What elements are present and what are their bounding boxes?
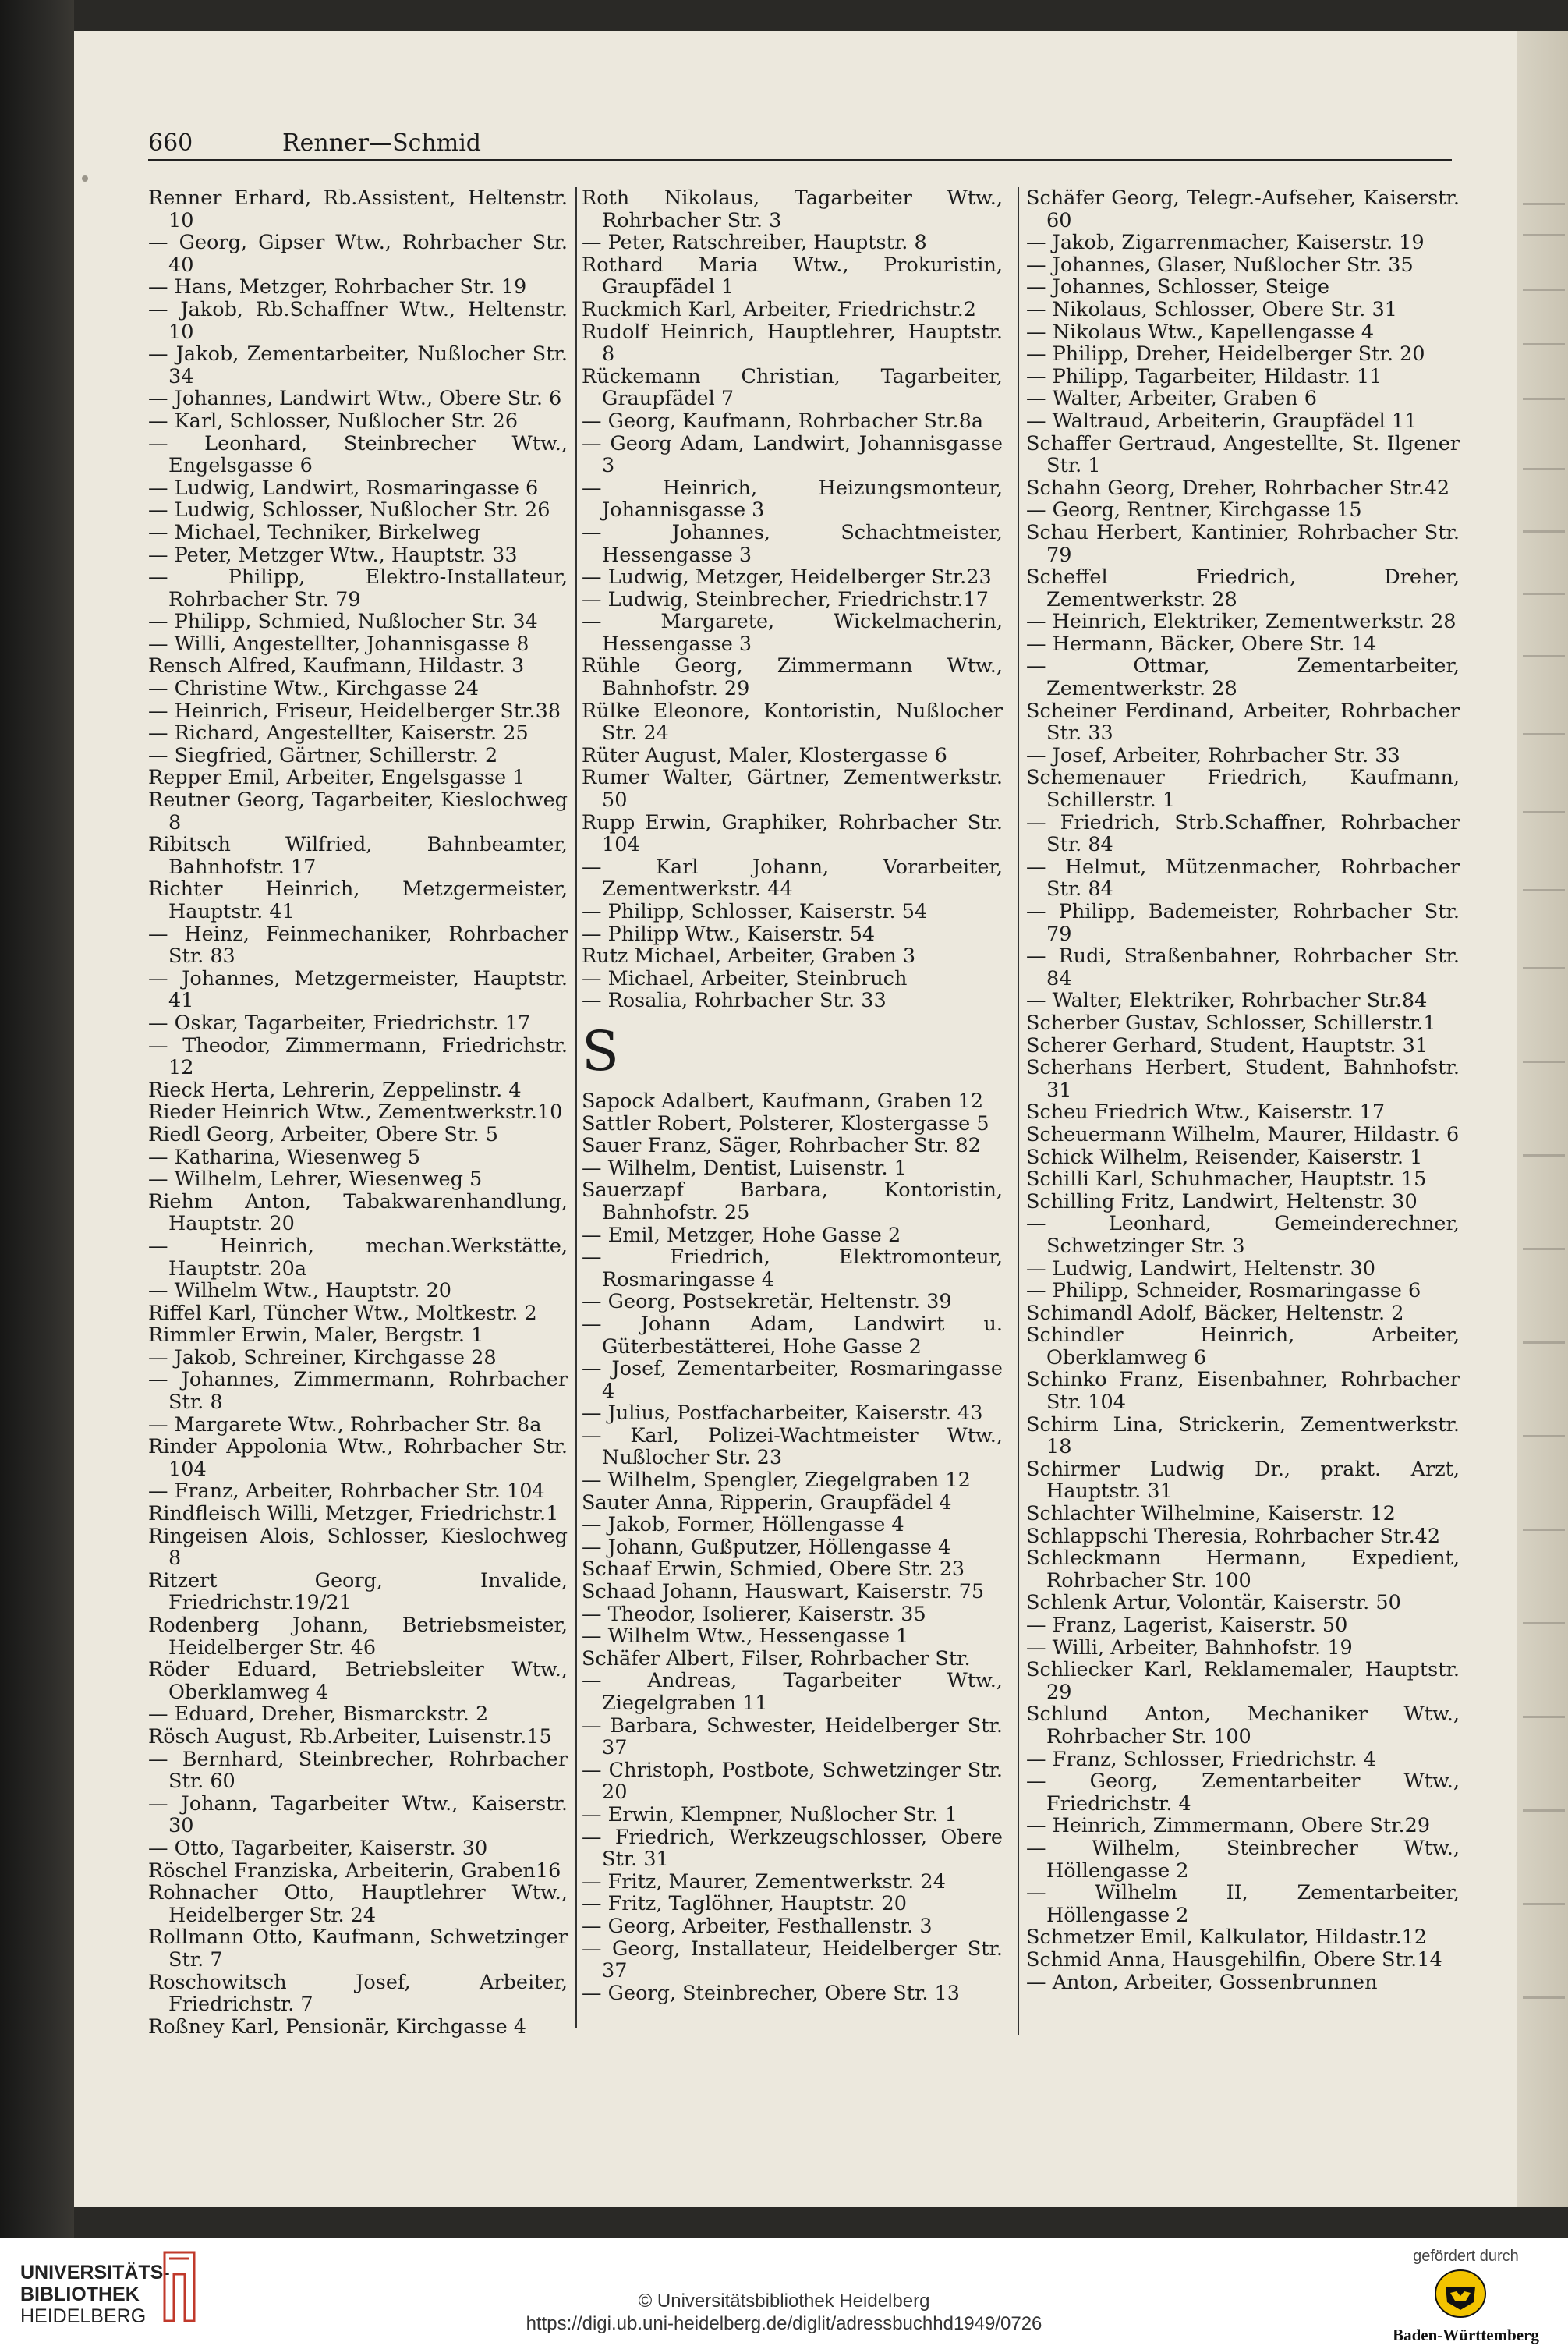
directory-entry: — Erwin, Klempner, Nußlocher Str. 1 [582, 1802, 957, 1826]
directory-entry: — Christoph, Postbote, Schwetzinger Str. 20 [582, 1758, 1003, 1805]
directory-entry: Schirmer Ludwig Dr., prakt. Arzt, Hauptstr. 31 [1026, 1457, 1460, 1504]
library-name-line: HEIDELBERG [20, 2305, 147, 2327]
directory-entry: Richter Heinrich, Metzgermeister, Hauptstr. 41 [148, 877, 568, 923]
directory-entry: — Jakob, Schreiner, Kirchgasse 28 [148, 1345, 497, 1369]
section-letter: S [582, 1019, 619, 1083]
directory-entry: Schleckmann Hermann, Expedient, Rohrbacher Str. 100 [1026, 1547, 1460, 1593]
directory-entry: Rieder Heinrich Wtw., Zementwerkstr.10 [148, 1100, 563, 1125]
directory-entry: — Georg, Postsekretär, Heltenstr. 39 [582, 1290, 952, 1314]
running-head: Renner—Schmid [282, 129, 481, 157]
directory-entry: — Philipp, Bademeister, Rohrbacher Str. 79 [1026, 900, 1460, 946]
directory-entry: Rupp Erwin, Graphiker, Rohrbacher Str. 104 [582, 810, 1003, 857]
directory-entry: Scheffel Friedrich, Dreher, Zementwerkstr. 28 [1026, 565, 1460, 611]
directory-entry: Rudolf Heinrich, Hauptlehrer, Hauptstr. 8 [582, 320, 1003, 367]
directory-entry: — Nikolaus, Schlosser, Obere Str. 31 [1026, 297, 1397, 321]
directory-entry: — Johann, Gußputzer, Höllengasse 4 [582, 1535, 951, 1559]
directory-entry: — Georg Adam, Landwirt, Johannisgasse 3 [582, 431, 1003, 478]
directory-entry: — Wilhelm, Spengler, Ziegelgraben 12 [582, 1469, 971, 1493]
directory-entry: — Philipp, Schlosser, Kaiserstr. 54 [582, 900, 928, 923]
directory-entry: Schindler Heinrich, Arbeiter, Oberklamweg 6 [1026, 1323, 1460, 1369]
directory-entry: — Wilhelm, Dentist, Luisenstr. 1 [582, 1156, 907, 1180]
directory-entry: — Christine Wtw., Kirchgasse 24 [148, 677, 480, 701]
directory-entry: — Anton, Arbeiter, Gossenbrunnen [1026, 1970, 1378, 1994]
directory-entry: Schinko Franz, Eisenbahner, Rohrbacher Str. 104 [1026, 1368, 1460, 1415]
directory-entry: Schliecker Karl, Reklamemaler, Hauptstr. 29 [1026, 1658, 1460, 1704]
directory-entry: Schahn Georg, Dreher, Rohrbacher Str.42 [1026, 476, 1450, 500]
directory-entry: — Georg, Zementarbeiter Wtw., Friedrichstr. 4 [1026, 1770, 1460, 1816]
directory-entry: — Heinrich, Elektriker, Zementwerkstr. 28 [1026, 610, 1457, 634]
directory-entry: — Josef, Zementarbeiter, Rosmaringasse 4 [582, 1357, 1003, 1403]
column-divider [1018, 187, 1019, 2035]
directory-entry: — Otto, Tagarbeiter, Kaiserstr. 30 [148, 1836, 488, 1860]
directory-entry: — Wilhelm, Steinbrecher Wtw., Höllengasse 2 [1026, 1836, 1460, 1883]
directory-entry: — Fritz, Maurer, Zementwerkstr. 24 [582, 1869, 946, 1894]
directory-column-2 [582, 187, 1003, 2004]
directory-entry: — Johannes, Schlosser, Steige [1026, 275, 1329, 299]
directory-entry: Ringeisen Alois, Schlosser, Kieslochweg 8 [148, 1524, 568, 1571]
directory-entry: Rühle Georg, Zimmermann Wtw., Bahnhofstr. 29 [582, 654, 1003, 701]
directory-entry: — Oskar, Tagarbeiter, Friedrichstr. 17 [148, 1011, 531, 1035]
directory-entry: — Andreas, Tagarbeiter Wtw., Ziegelgraben 11 [582, 1669, 1003, 1715]
book-spine [0, 0, 74, 2238]
directory-entry: Renner Erhard, Rb.Assistent, Heltenstr. 10 [148, 186, 568, 232]
funded-by-label: gefördert durch [1413, 2248, 1519, 2265]
directory-column-1 [148, 187, 568, 2038]
paper-spot [82, 175, 88, 182]
directory-entry: — Philipp Wtw., Kaiserstr. 54 [582, 922, 876, 946]
directory-entry: — Richard, Angestellter, Kaiserstr. 25 [148, 721, 529, 746]
directory-entry: Rückemann Christian, Tagarbeiter, Graupfädel 7 [582, 364, 1003, 411]
directory-entry: — Nikolaus Wtw., Kapellengasse 4 [1026, 320, 1375, 344]
directory-entry: — Johannes, Schachtmeister, Hessengasse 3 [582, 520, 1003, 567]
directory-entry: Sauerzapf Barbara, Kontoristin, Bahnhofstr. 25 [582, 1178, 1003, 1224]
directory-entry: — Wilhelm, Lehrer, Wiesenweg 5 [148, 1167, 483, 1192]
directory-entry: — Walter, Arbeiter, Graben 6 [1026, 387, 1317, 411]
directory-entry: — Ludwig, Metzger, Heidelberger Str.23 [582, 565, 992, 590]
directory-entry: Rodenberg Johann, Betriebsmeister, Heidelberger Str. 46 [148, 1614, 568, 1660]
directory-entry: — Heinrich, mechan.Werkstätte, Hauptstr. 20a [148, 1234, 568, 1281]
directory-entry: Schäfer Georg, Telegr.-Aufseher, Kaiserstr. 60 [1026, 186, 1460, 232]
directory-entry: Rinder Appolonia Wtw., Rohrbacher Str. 104 [148, 1435, 568, 1481]
directory-entry: — Siegfried, Gärtner, Schillerstr. 2 [148, 743, 498, 767]
directory-entry: Schlachter Wilhelmine, Kaiserstr. 12 [1026, 1502, 1396, 1526]
page-header [148, 125, 1452, 156]
directory-entry: Ruckmich Karl, Arbeiter, Friedrichstr.2 [582, 297, 976, 321]
page-number: 660 [148, 129, 193, 157]
directory-entry: — Theodor, Zimmermann, Friedrichstr. 12 [148, 1033, 568, 1080]
directory-entry: — Peter, Ratschreiber, Hauptstr. 8 [582, 231, 927, 255]
directory-entry: Schaffer Gertraud, Angestellte, St. Ilgener Str. 1 [1026, 431, 1460, 478]
header-rule [148, 159, 1452, 161]
directory-entry: Rimmler Erwin, Maler, Bergstr. 1 [148, 1323, 484, 1348]
directory-entry: — Michael, Techniker, Birkelweg [148, 520, 480, 544]
directory-entry: — Margarete Wtw., Rohrbacher Str. 8a [148, 1412, 542, 1437]
directory-entry: Scheiner Ferdinand, Arbeiter, Rohrbacher Str. 33 [1026, 699, 1460, 746]
directory-entry: — Bernhard, Steinbrecher, Rohrbacher Str. 60 [148, 1747, 568, 1794]
directory-entry: Scherber Gustav, Schlosser, Schillerstr.1 [1026, 1011, 1436, 1035]
directory-entry: — Ludwig, Landwirt, Rosmaringasse 6 [148, 476, 539, 500]
directory-entry: Schäfer Albert, Filser, Rohrbacher Str. [582, 1646, 971, 1671]
directory-entry: — Johannes, Metzgermeister, Hauptstr. 41 [148, 966, 568, 1013]
directory-entry: Schemenauer Friedrich, Kaufmann, Schillerstr. 1 [1026, 766, 1460, 813]
directory-entry: Scheu Friedrich Wtw., Kaiserstr. 17 [1026, 1100, 1386, 1125]
directory-entry: — Fritz, Taglöhner, Hauptstr. 20 [582, 1892, 907, 1916]
directory-entry: Röder Eduard, Betriebsleiter Wtw., Oberklamweg 4 [148, 1658, 568, 1704]
directory-entry: Schilling Fritz, Landwirt, Heltenstr. 30 [1026, 1189, 1418, 1213]
directory-entry: — Friedrich, Werkzeugschlosser, Obere Str. 31 [582, 1825, 1003, 1872]
directory-entry: — Philipp, Tagarbeiter, Hildastr. 11 [1026, 364, 1382, 388]
directory-entry: — Johann Adam, Landwirt u. Güterbestätterei, Hohe Gasse 2 [582, 1312, 1003, 1359]
directory-entry: — Hermann, Bäcker, Obere Str. 14 [1026, 632, 1377, 656]
directory-entry: — Georg, Steinbrecher, Obere Str. 13 [582, 1981, 960, 2005]
directory-entry: Rumer Walter, Gärtner, Zementwerkstr. 50 [582, 766, 1003, 813]
directory-entry: — Julius, Postfacharbeiter, Kaiserstr. 43 [582, 1401, 983, 1426]
directory-entry: Riehm Anton, Tabakwarenhandlung, Hauptstr. 20 [148, 1189, 568, 1236]
directory-entry: Riedl Georg, Arbeiter, Obere Str. 5 [148, 1122, 498, 1146]
directory-entry: — Franz, Arbeiter, Rohrbacher Str. 104 [148, 1479, 545, 1504]
directory-entry: Sauer Franz, Säger, Rohrbacher Str. 82 [582, 1134, 981, 1158]
directory-entry: Rösch August, Rb.Arbeiter, Luisenstr.15 [148, 1724, 552, 1748]
library-name-line: UNIVERSITÄTS- [20, 2262, 170, 2283]
directory-entry: — Peter, Metzger Wtw., Hauptstr. 33 [148, 543, 518, 567]
copyright-notice: © Universitätsbibliothek Heidelberg [638, 2291, 930, 2312]
directory-entry: — Georg, Rentner, Kirchgasse 15 [1026, 498, 1362, 523]
directory-entry: — Philipp, Elektro-Installateur, Rohrbacher Str. 79 [148, 565, 568, 611]
entries-after-section [582, 1090, 1003, 2004]
directory-entry: — Ludwig, Steinbrecher, Friedrichstr.17 [582, 587, 989, 611]
entries-before-section [582, 187, 1003, 1012]
directory-entry: Schlappschi Theresia, Rohrbacher Str.42 [1026, 1524, 1441, 1548]
directory-entry: Schirm Lina, Strickerin, Zementwerkstr. 18 [1026, 1412, 1460, 1459]
directory-entry: — Ludwig, Schlosser, Nußlocher Str. 26 [148, 498, 550, 523]
directory-entry: — Friedrich, Strb.Schaffner, Rohrbacher Str. 84 [1026, 810, 1460, 857]
directory-entry: — Heinrich, Friseur, Heidelberger Str.38 [148, 699, 561, 723]
directory-entry: Schlenk Artur, Volontär, Kaiserstr. 50 [1026, 1591, 1401, 1615]
directory-entry: — Johannes, Landwirt Wtw., Obere Str. 6 [148, 387, 562, 411]
directory-entry: — Philipp, Schneider, Rosmaringasse 6 [1026, 1279, 1421, 1303]
directory-entry: Schmid Anna, Hausgehilfin, Obere Str.14 [1026, 1947, 1442, 1972]
directory-entry: — Theodor, Isolierer, Kaiserstr. 35 [582, 1602, 926, 1626]
directory-entry: Rüter August, Maler, Klostergasse 6 [582, 743, 947, 767]
directory-entry: Ritzert Georg, Invalide, Friedrichstr.19/21 [148, 1568, 568, 1615]
directory-entry: Rothard Maria Wtw., Prokuristin, Graupfädel 1 [582, 253, 1003, 299]
directory-entry: Rensch Alfred, Kaufmann, Hildastr. 3 [148, 654, 525, 678]
directory-entry: Roth Nikolaus, Tagarbeiter Wtw., Rohrbacher Str. 3 [582, 186, 1003, 232]
directory-entry: — Ottmar, Zementarbeiter, Zementwerkstr. 28 [1026, 654, 1460, 701]
directory-entry: Repper Emil, Arbeiter, Engelsgasse 1 [148, 766, 526, 790]
directory-entry: — Jakob, Former, Höllengasse 4 [582, 1513, 904, 1537]
directory-entry: — Margarete, Wickelmacherin, Hessengasse 3 [582, 610, 1003, 656]
directory-entry: Schimandl Adolf, Bäcker, Heltenstr. 2 [1026, 1301, 1404, 1325]
directory-entry: Schau Herbert, Kantinier, Rohrbacher Str. 79 [1026, 520, 1460, 567]
directory-entry: — Michael, Arbeiter, Steinbruch [582, 966, 908, 990]
directory-entry: — Johannes, Zimmermann, Rohrbacher Str. 8 [148, 1368, 568, 1415]
directory-entry: Schaaf Erwin, Schmied, Obere Str. 23 [582, 1557, 965, 1582]
directory-entry: Schmetzer Emil, Kalkulator, Hildastr.12 [1026, 1926, 1428, 1950]
directory-column-3 [1026, 187, 1460, 1993]
directory-entry: — Heinz, Feinmechaniker, Rohrbacher Str. 83 [148, 922, 568, 969]
directory-entry: — Leonhard, Steinbrecher Wtw., Engelsgasse 6 [148, 431, 568, 478]
column-divider [575, 187, 577, 2028]
directory-entry: — Helmut, Mützenmacher, Rohrbacher Str. 84 [1026, 855, 1460, 902]
directory-entry: Scheuermann Wilhelm, Maurer, Hildastr. 6 [1026, 1122, 1460, 1146]
directory-entry: Riffel Karl, Tüncher Wtw., Moltkestr. 2 [148, 1301, 537, 1325]
directory-entry: — Leonhard, Gemeinderechner, Schwetzinger Str. 3 [1026, 1212, 1460, 1258]
directory-entry: — Wilhelm II, Zementarbeiter, Höllengasse 2 [1026, 1881, 1460, 1927]
directory-entry: — Willi, Arbeiter, Bahnhofstr. 19 [1026, 1635, 1353, 1660]
directory-entry: — Willi, Angestellter, Johannisgasse 8 [148, 632, 529, 656]
directory-entry: — Josef, Arbeiter, Rohrbacher Str. 33 [1026, 743, 1400, 767]
directory-entry: Sapock Adalbert, Kaufmann, Graben 12 [582, 1089, 984, 1113]
directory-entry: — Franz, Lagerist, Kaiserstr. 50 [1026, 1614, 1348, 1637]
directory-entry: Reutner Georg, Tagarbeiter, Kieslochweg 8 [148, 788, 568, 834]
directory-entry: — Katharina, Wiesenweg 5 [148, 1145, 421, 1169]
baden-wuerttemberg-crest-icon[interactable] [1435, 2268, 1486, 2319]
directory-entry: — Georg, Kaufmann, Rohrbacher Str.8a [582, 409, 984, 433]
directory-entry: — Karl, Schlosser, Nußlocher Str. 26 [148, 409, 519, 433]
directory-entry: — Karl Johann, Vorarbeiter, Zementwerkstr. 44 [582, 855, 1003, 902]
permalink-url[interactable]: https://digi.ub.uni-heidelberg.de/diglit/adressbuchhd1949/0726 [526, 2313, 1042, 2334]
directory-entry: Schilli Karl, Schuhmacher, Hauptstr. 15 [1026, 1167, 1427, 1192]
directory-entry: — Jakob, Zementarbeiter, Nußlocher Str. 34 [148, 342, 568, 388]
directory-entry: — Franz, Schlosser, Friedrichstr. 4 [1026, 1747, 1376, 1771]
directory-entry: Rohnacher Otto, Hauptlehrer Wtw., Heidelberger Str. 24 [148, 1881, 568, 1927]
directory-entry: Schick Wilhelm, Reisender, Kaiserstr. 1 [1026, 1145, 1423, 1169]
directory-entry: Scherhans Herbert, Student, Bahnhofstr. 31 [1026, 1056, 1460, 1102]
directory-entry: — Karl, Polizei-Wachtmeister Wtw., Nußlocher Str. 23 [582, 1423, 1003, 1470]
directory-entry: — Georg, Installateur, Heidelberger Str. 37 [582, 1936, 1003, 1983]
directory-entry: — Georg, Arbeiter, Festhallenstr. 3 [582, 1914, 933, 1938]
directory-entry: — Rudi, Straßenbahner, Rohrbacher Str. 84 [1026, 944, 1460, 990]
directory-entry: — Heinrich, Zimmermann, Obere Str.29 [1026, 1814, 1431, 1838]
directory-entry: — Walter, Elektriker, Rohrbacher Str.84 [1026, 989, 1428, 1013]
directory-entry: — Friedrich, Elektromonteur, Rosmaringasse 4 [582, 1245, 1003, 1291]
funder-name: Baden-Württemberg [1393, 2326, 1539, 2344]
directory-entry: — Wilhelm Wtw., Hauptstr. 20 [148, 1279, 452, 1303]
directory-entry: — Johannes, Glaser, Nußlocher Str. 35 [1026, 253, 1414, 277]
directory-entry: Röschel Franziska, Arbeiterin, Graben16 [148, 1858, 561, 1883]
directory-entry: — Jakob, Zigarrenmacher, Kaiserstr. 19 [1026, 231, 1425, 255]
directory-entry: Roschowitsch Josef, Arbeiter, Friedrichstr. 7 [148, 1970, 568, 2017]
directory-entry: Sattler Robert, Polsterer, Klostergasse 5 [582, 1111, 989, 1136]
directory-entry: — Jakob, Rb.Schaffner Wtw., Heltenstr. 10 [148, 297, 568, 344]
adjacent-page-edge [1517, 31, 1568, 2207]
directory-entry: — Rosalia, Rohrbacher Str. 33 [582, 989, 887, 1013]
directory-entry: Rollmann Otto, Kaufmann, Schwetzinger Str. 7 [148, 1926, 568, 1972]
directory-entry: Schaad Johann, Hauswart, Kaiserstr. 75 [582, 1580, 985, 1604]
directory-entry: Scherer Gerhard, Student, Hauptstr. 31 [1026, 1033, 1428, 1058]
directory-entry: — Philipp, Dreher, Heidelberger Str. 20 [1026, 342, 1425, 367]
directory-entry: — Eduard, Dreher, Bismarckstr. 2 [148, 1702, 489, 1727]
directory-entry: Ribitsch Wilfried, Bahnbeamter, Bahnhofstr. 17 [148, 833, 568, 879]
directory-entry: Rieck Herta, Lehrerin, Zeppelinstr. 4 [148, 1078, 522, 1102]
directory-entry: — Wilhelm Wtw., Hessengasse 1 [582, 1624, 909, 1649]
directory-entry: Sauter Anna, Ripperin, Graupfädel 4 [582, 1490, 952, 1515]
directory-entry: Rindfleisch Willi, Metzger, Friedrichstr.1 [148, 1502, 559, 1526]
directory-entry: — Barbara, Schwester, Heidelberger Str. 37 [582, 1713, 1003, 1760]
directory-entry: Rülke Eleonore, Kontoristin, Nußlocher Str. 24 [582, 699, 1003, 746]
directory-entry: — Ludwig, Landwirt, Heltenstr. 30 [1026, 1256, 1375, 1281]
directory-entry: — Johann, Tagarbeiter Wtw., Kaiserstr. 30 [148, 1791, 568, 1838]
directory-entry: — Hans, Metzger, Rohrbacher Str. 19 [148, 275, 527, 299]
directory-entry: — Philipp, Schmied, Nußlocher Str. 34 [148, 610, 538, 634]
directory-entry: — Heinrich, Heizungsmonteur, Johannisgasse 3 [582, 476, 1003, 523]
directory-entry: — Waltraud, Arbeiterin, Graupfädel 11 [1026, 409, 1418, 433]
directory-entry: — Emil, Metzger, Hohe Gasse 2 [582, 1223, 901, 1247]
directory-entry: Roßney Karl, Pensionär, Kirchgasse 4 [148, 2014, 526, 2039]
directory-entry: Rutz Michael, Arbeiter, Graben 3 [582, 944, 916, 969]
library-name-line: BIBLIOTHEK [20, 2283, 140, 2305]
directory-entry: Schlund Anton, Mechaniker Wtw., Rohrbacher Str. 100 [1026, 1702, 1460, 1748]
directory-entry: — Georg, Gipser Wtw., Rohrbacher Str. 40 [148, 231, 568, 277]
